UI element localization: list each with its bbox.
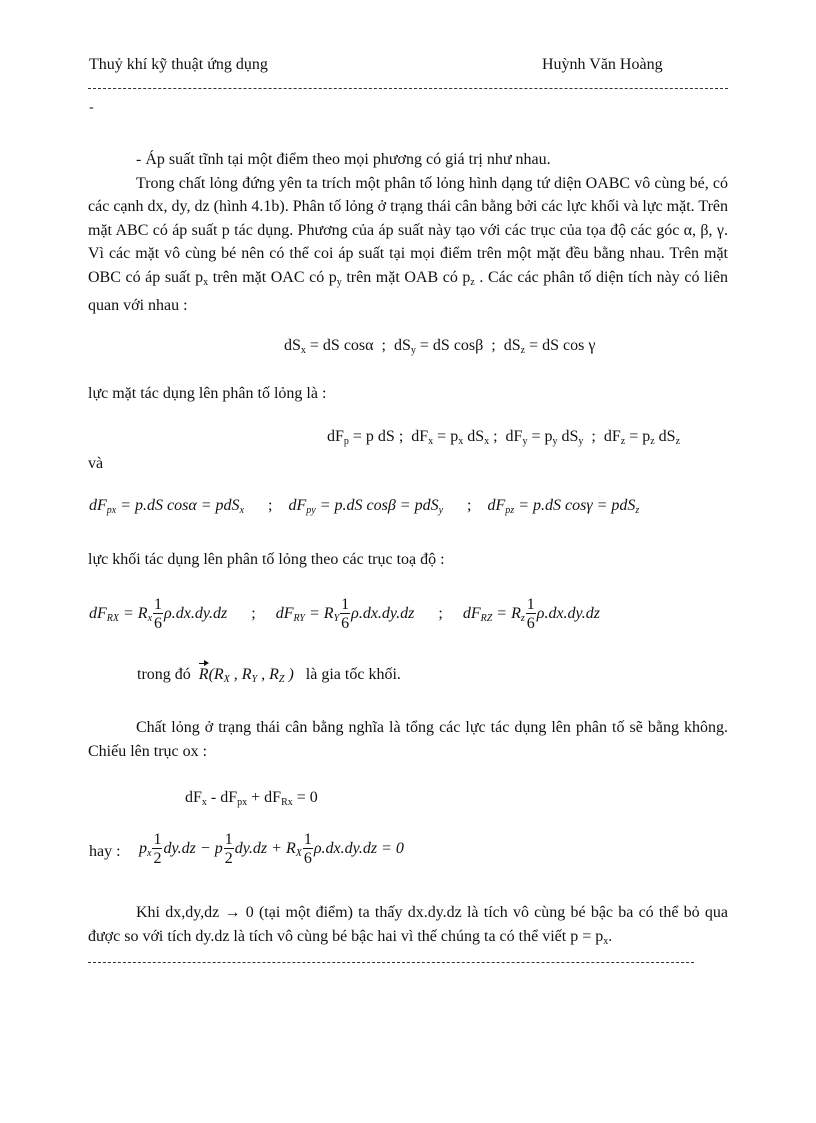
conjunction-va: và bbox=[88, 455, 104, 472]
equation-body-forces: $dF_{RX} = R_x$ $\frac{1}{6}$ ρ.dx.dy.dz ; $dF_{RY} = R_Y$ $\frac{1}{6}$ ρ.dx.dy.dz ; $dF_{RZ} = R_z$ $\frac{1}{6}$ ρ.dx.dy.dz bbox=[89, 596, 600, 632]
paragraph-3: Chất lỏng ở trạng thái cân bằng nghĩa là tổng các lực tác dụng lên phân tố sẽ bằng không. Chiếu lên trục ox : bbox=[88, 719, 728, 760]
header-rule bbox=[88, 88, 728, 89]
text-block-2 bbox=[88, 716, 728, 763]
equation-area-relations: $dS_x$ = dS cosα ; $dS_y$ = dS cosβ ; $dS_z$ = dS cos γ bbox=[284, 337, 596, 356]
paragraph-2: Trong chất lỏng đứng yên ta trích một phân tố lỏng hình dạng tứ diện OABC vô cùng bé, có các cạnh dx, dy, dz (hình 4.1b). Phân tố lỏng ở trạng thái cân bằng bởi các lực khối và lực mặt. Trên mặt ABC có áp suất p tác dụng. Phương của áp suất này tạo với các trục của tọa độ các góc α, β, γ. Vì các mặt vô cùng bé nên có thể coi áp suất tại mọi điểm trên một mặt đều bằng nhau. Trên mặt OBC có áp suất $p_x$ trên mặt OAC có $p_y$ trên mặt OAB có $p_z$ . Các các phân tố diện tích này có liên quan với nhau : bbox=[88, 174, 729, 314]
equation-balance-expanded: $p_x$ $\frac{1}{2}$ dy.dz − p $\frac{1}{2}$ $dy.dz + R_X$ $\frac{1}{6}$ ρ.dx.dy.dz = 0 bbox=[139, 831, 404, 867]
header-author: Huỳnh Văn Hoàng bbox=[542, 56, 663, 73]
header-title: Thuỷ khí kỹ thuật ứng dụng bbox=[89, 56, 268, 73]
paragraph-1: - Áp suất tĩnh tại một điểm theo mọi phương có giá trị như nhau. bbox=[136, 151, 551, 168]
text-block-1 bbox=[88, 148, 728, 318]
text-block-3 bbox=[88, 901, 728, 953]
footer-rule bbox=[88, 962, 694, 963]
paragraph-4: Khi dx,dy,dz → 0 (tại một điểm) ta thấy dx.dy.dz là tích vô cùng bé bậc ba có thể bỏ qua được so với tích dy.dz là tích vô cùng bé bậc hai vì thế chúng ta có thể viết $p = p_x$. bbox=[88, 904, 728, 947]
label-hay: hay : bbox=[89, 843, 121, 860]
equation-surface-forces: $dF_p = p$ dS ; $dF_x = p_x$ $dS_x$ ; $dF_y = p_y$ $dS_y$ ; $dF_z = p_z$ $dS_z$ bbox=[327, 428, 681, 447]
surface-force-label: lực mặt tác dụng lên phân tố lỏng là : bbox=[88, 385, 327, 402]
body-force-label: lực khối tác dụng lên phân tố lỏng theo các trục toạ độ : bbox=[88, 551, 445, 568]
equation-balance-ox: $dF_x - dF_{px} + dF_{Rx} = 0$ bbox=[185, 789, 318, 808]
header-dash-mark: - bbox=[89, 100, 94, 115]
equation-pressure-forces: $dF_{px} = p.dS$ cosα = pdS$_x$ ; $dF_{py} = p.dS$ cosβ = pdS$_y$ ; $dF_{pz} = p.dS$ cosγ = pdS$_z$ bbox=[89, 497, 640, 516]
acceleration-definition: trong đó $R(R_X$ , $R_Y$ , $R_Z$ ) là gia tốc khối. bbox=[137, 666, 401, 685]
